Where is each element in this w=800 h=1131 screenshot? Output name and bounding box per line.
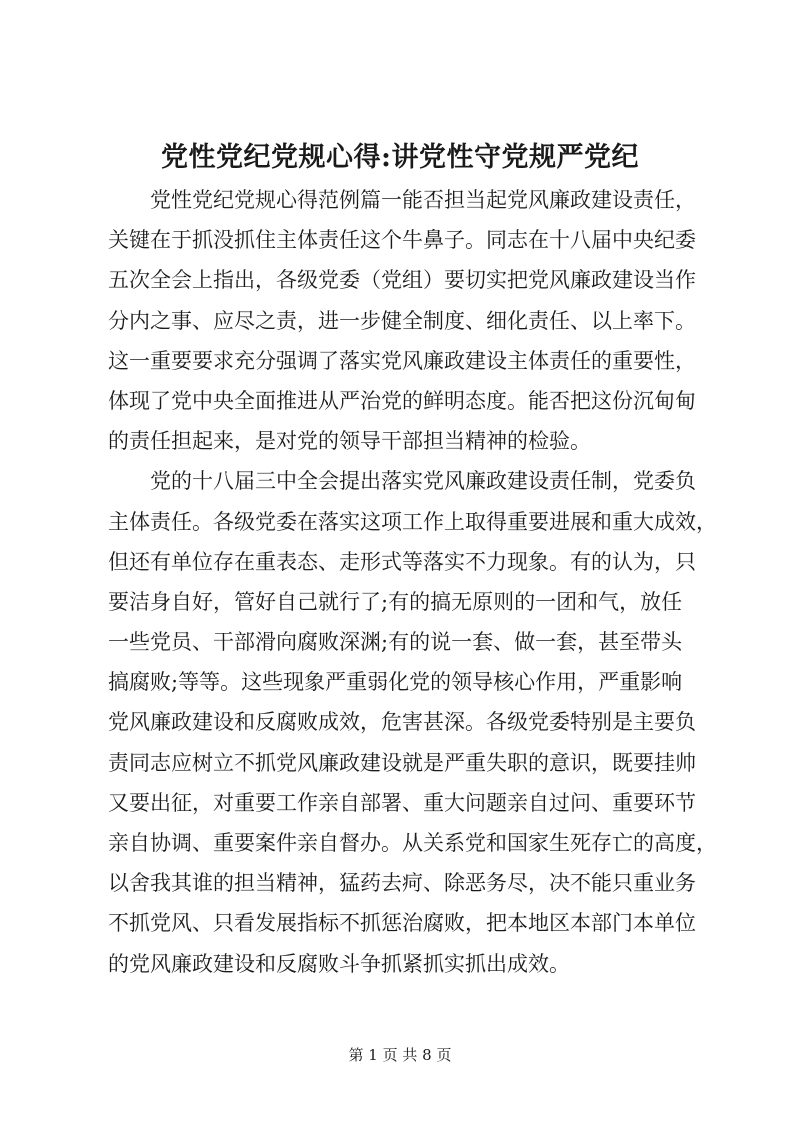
document-title: 党性党纪党规心得:讲党性守党规严党纪 — [161, 142, 639, 173]
paragraph-line: 搞腐败;等等。这些现象严重弱化党的领导核心作用，严重影响 — [108, 670, 683, 695]
paragraph-line: 的责任担起来，是对党的领导干部担当精神的检验。 — [108, 429, 591, 454]
paragraph-line: 这一重要要求充分强调了落实党风廉政建设主体责任的重要性， — [108, 348, 696, 373]
paragraph-line: 体现了党中央全面推进从严治党的鲜明态度。能否把这份沉甸甸 — [108, 388, 696, 413]
paragraph-line: 一些党员、干部滑向腐败深渊;有的说一套、做一套，甚至带头 — [108, 630, 683, 655]
paragraph-line: 党性党纪党规心得范例篇一能否担当起党风廉政建设责任， — [150, 188, 696, 212]
paragraph-line: 分内之事、应尽之责，进一步健全制度、细化责任、以上率下。 — [108, 308, 696, 333]
paragraph-line: 要洁身自好，管好自己就行了;有的搞无原则的一团和气，放任 — [108, 589, 683, 614]
paragraph-line: 的党风廉政建设和反腐败斗争抓紧抓实抓出成效。 — [108, 951, 570, 976]
page-footer: 第 1 页 共 8 页 — [348, 1046, 452, 1064]
paragraph-line: 责同志应树立不抓党风廉政建设就是严重失职的意识，既要挂帅 — [108, 750, 696, 775]
paragraph-line: 亲自协调、重要案件亲自督办。从关系党和国家生死存亡的高度， — [108, 831, 717, 855]
document-body — [108, 180, 717, 984]
paragraph-line: 主体责任。各级党委在落实这项工作上取得重要进展和重大成效， — [108, 509, 717, 534]
paragraph — [108, 461, 717, 983]
paragraph-line: 关键在于抓没抓住主体责任这个牛鼻子。同志在十八届中央纪委 — [108, 228, 696, 253]
paragraph — [108, 180, 708, 461]
paragraph-line: 党的十八届三中全会提出落实党风廉政建设责任制，党委负 — [150, 469, 696, 494]
paragraph-line: 又要出征，对重要工作亲自部署、重大问题亲自过问、重要环节 — [108, 790, 696, 815]
paragraph-line: 以舍我其谁的担当精神，猛药去疴、除恶务尽，决不能只重业务 — [108, 871, 696, 896]
paragraph-line: 但还有单位存在重表态、走形式等落实不力现象。有的认为，只 — [108, 549, 696, 574]
paragraph-line: 党风廉政建设和反腐败成效，危害甚深。各级党委特别是主要负 — [108, 710, 696, 735]
paragraph-line: 五次全会上指出，各级党委（党组）要切实把党风廉政建设当作 — [108, 268, 696, 293]
paragraph-line: 不抓党风、只看发展指标不抓惩治腐败，把本地区本部门本单位 — [108, 911, 696, 936]
